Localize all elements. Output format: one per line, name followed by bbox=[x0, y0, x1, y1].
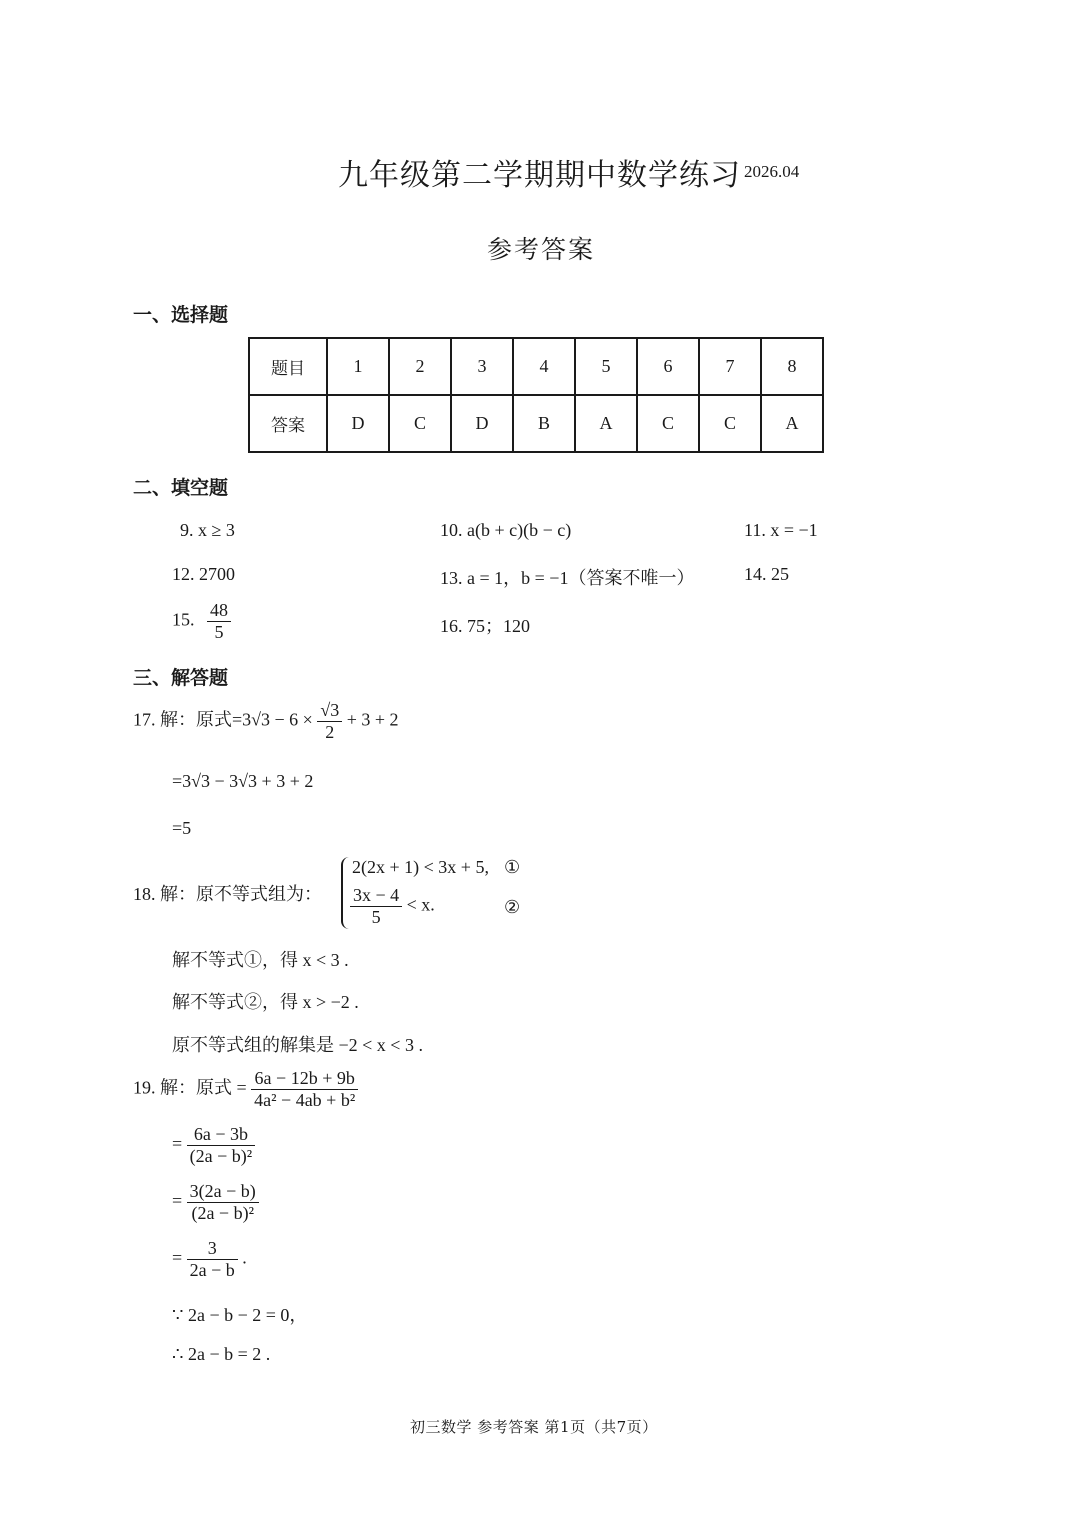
fraction-denominator: (2a − b)² bbox=[189, 1145, 253, 1166]
q19-because: ∵ 2a − b − 2 = 0， bbox=[172, 1305, 308, 1325]
fill-answer-12: 12. 2700 bbox=[172, 564, 235, 584]
answer-cell: B bbox=[513, 395, 575, 452]
q19-line-2 bbox=[172, 1124, 255, 1166]
question-row bbox=[249, 338, 823, 395]
fraction-numerator: 6a − 3b bbox=[187, 1124, 256, 1146]
fraction-numerator: 3(2a − b) bbox=[187, 1181, 259, 1203]
fraction-denominator: 2a − b bbox=[189, 1259, 235, 1280]
q19-line-4 bbox=[172, 1238, 247, 1280]
equals-sign: = bbox=[172, 1133, 183, 1154]
q18-inequality-1: 2(2x + 1) < 3x + 5, bbox=[352, 857, 489, 877]
question-number: 6 bbox=[637, 338, 699, 395]
answer-row bbox=[249, 395, 823, 452]
fraction-denominator: 5 bbox=[214, 621, 224, 642]
q17-label: 17. 解：原式= bbox=[133, 709, 243, 730]
fraction-denominator: 5 bbox=[371, 906, 381, 927]
q18-step-3: 原不等式组的解集是 −2 < x < 3 . bbox=[172, 1035, 423, 1055]
question-number: 4 bbox=[513, 338, 575, 395]
q18-inequality-2-rest: < x. bbox=[406, 894, 435, 915]
fraction-numerator: √3 bbox=[317, 700, 342, 722]
fraction-numerator: 3x − 4 bbox=[350, 885, 402, 907]
fraction-denominator: (2a − b)² bbox=[191, 1202, 254, 1223]
q18-inequality-2 bbox=[350, 885, 435, 927]
fraction-denominator: 2 bbox=[325, 721, 335, 742]
q19-line-3 bbox=[172, 1181, 259, 1223]
q17-line-2: =3√3 − 3√3 + 3 + 2 bbox=[172, 771, 314, 791]
equals-sign: = bbox=[172, 1247, 183, 1268]
fraction-numerator: 6a − 12b + 9b bbox=[251, 1068, 358, 1090]
question-number: 3 bbox=[451, 338, 513, 395]
answer-cell: C bbox=[699, 395, 761, 452]
equals-sign: = bbox=[172, 1190, 183, 1211]
fill-answer-13: 13. a = 1，b = −1（答案不唯一） bbox=[440, 568, 695, 588]
q17-line-3: =5 bbox=[172, 818, 192, 838]
fill-label-15: 15. bbox=[172, 609, 195, 630]
q19-label: 19. 解：原式 = bbox=[133, 1077, 247, 1098]
fraction-numerator: 3 bbox=[187, 1238, 238, 1260]
page-subtitle: 参考答案 bbox=[487, 235, 596, 264]
fraction bbox=[350, 885, 402, 927]
section-heading-choice: 一、选择题 bbox=[133, 304, 229, 326]
question-number: 7 bbox=[699, 338, 761, 395]
q18-step-1: 解不等式①，得 x < 3 . bbox=[172, 950, 349, 970]
fraction bbox=[251, 1068, 358, 1110]
fraction bbox=[317, 700, 342, 742]
q18-label: 18. 解：原不等式组为： bbox=[133, 884, 322, 904]
answer-cell: D bbox=[327, 395, 389, 452]
answer-cell: A bbox=[575, 395, 637, 452]
question-number: 8 bbox=[761, 338, 823, 395]
fraction bbox=[187, 1124, 256, 1166]
circled-mark-1: ① bbox=[504, 857, 521, 877]
fill-answer-9: 9. x ≥ 3 bbox=[180, 520, 235, 540]
fraction bbox=[187, 1238, 238, 1280]
fraction-numerator: 48 bbox=[207, 600, 231, 622]
fraction-denominator: 4a² − 4ab + b² bbox=[254, 1089, 356, 1110]
question-number: 1 bbox=[327, 338, 389, 395]
period: . bbox=[242, 1247, 247, 1268]
q17-expr-a: 3√3 − 6 × bbox=[242, 709, 313, 730]
fraction bbox=[207, 600, 231, 642]
fill-answer-16: 16. 75；120 bbox=[440, 616, 530, 636]
circled-mark-2: ② bbox=[504, 897, 521, 917]
q17-expr-b: + 3 + 2 bbox=[346, 709, 399, 730]
answer-cell: C bbox=[389, 395, 451, 452]
fill-answer-11: 11. x = −1 bbox=[744, 520, 818, 540]
answer-cell: C bbox=[637, 395, 699, 452]
q19-therefore: ∴ 2a − b = 2 . bbox=[172, 1344, 271, 1364]
q18-step-2: 解不等式②，得 x > −2 . bbox=[172, 992, 359, 1012]
row-label-question: 题目 bbox=[249, 338, 327, 395]
exam-date: 2026.04 bbox=[744, 162, 800, 181]
section-heading-solve: 三、解答题 bbox=[133, 667, 229, 689]
q19-line-1 bbox=[133, 1068, 358, 1110]
page-title: 九年级第二学期期中数学练习 bbox=[338, 158, 741, 193]
answer-cell: A bbox=[761, 395, 823, 452]
page-footer: 初三数学 参考答案 第1页（共7页） bbox=[410, 1418, 658, 1436]
fraction bbox=[187, 1181, 259, 1223]
section-heading-fill: 二、填空题 bbox=[133, 477, 229, 499]
question-number: 5 bbox=[575, 338, 637, 395]
question-number: 2 bbox=[389, 338, 451, 395]
fill-answer-10: 10. a(b + c)(b − c) bbox=[440, 520, 572, 540]
fill-answer-14: 14. 25 bbox=[744, 564, 789, 584]
answer-cell: D bbox=[451, 395, 513, 452]
fill-answer-15 bbox=[172, 600, 231, 642]
answer-table bbox=[248, 337, 824, 453]
q17-line-1 bbox=[133, 700, 399, 742]
row-label-answer: 答案 bbox=[249, 395, 327, 452]
